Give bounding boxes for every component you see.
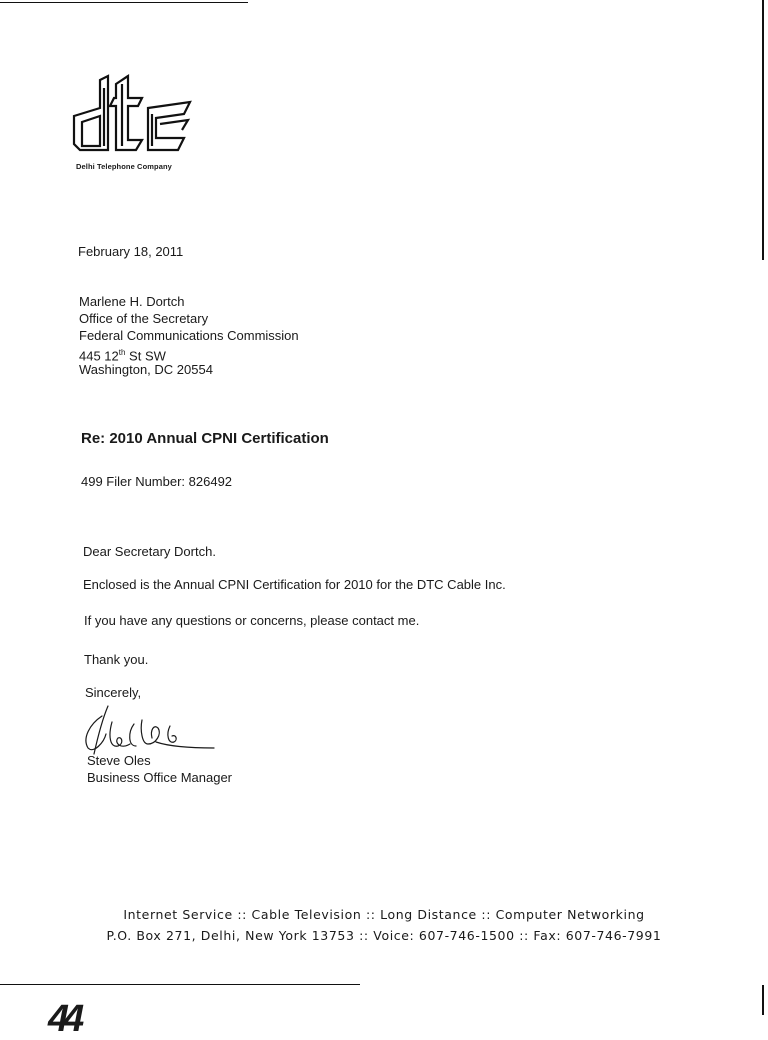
closing-line: Sincerely, (85, 685, 142, 700)
body-paragraph: Enclosed is the Annual CPNI Certification for 2010 for the DTC Cable Inc. (83, 577, 506, 592)
company-logo (70, 68, 210, 178)
body-paragraph: If you have any questions or concerns, please contact me. (84, 613, 420, 628)
letter-date: February 18, 2011 (78, 244, 184, 259)
recipient-street-sup: th (118, 348, 126, 357)
recipient-street: 445 12 (79, 348, 119, 364)
scan-right-edge-bottom (762, 985, 764, 1015)
scan-bottom-rule (0, 984, 360, 985)
recipient-street-suffix: St SW (125, 348, 166, 364)
dtc-logo-icon (70, 68, 210, 163)
recipient-agency: Federal Communications Commission (79, 328, 299, 343)
signer-block (87, 752, 232, 786)
recipient-name: Marlene H. Dortch (79, 294, 185, 309)
recipient-office: Office of the Secretary (79, 311, 209, 326)
signer-name: Steve Oles (87, 753, 151, 768)
salutation: Dear Secretary Dortch. (83, 544, 216, 559)
signer-title: Business Office Manager (87, 770, 232, 785)
footer-contact: P.O. Box 271, Delhi, New York 13753 :: Voice: 607-746-1500 :: Fax: 607-746-7991 (106, 928, 662, 943)
recipient-address (79, 293, 299, 378)
logo-company-name: Delhi Telephone Company (76, 162, 172, 171)
thanks-line: Thank you. (84, 652, 149, 667)
subject-line: Re: 2010 Annual CPNI Certification (81, 430, 329, 447)
recipient-city: Washington, DC 20554 (79, 362, 213, 377)
scan-top-rule (0, 2, 248, 3)
footer-services: Internet Service :: Cable Television :: Long Distance :: Computer Networking (123, 907, 645, 922)
filer-number: 499 Filer Number: 826492 (81, 474, 233, 489)
corner-mark: 44 (48, 998, 79, 1040)
scan-right-edge (762, 0, 764, 260)
recipient-street-line (79, 344, 299, 364)
